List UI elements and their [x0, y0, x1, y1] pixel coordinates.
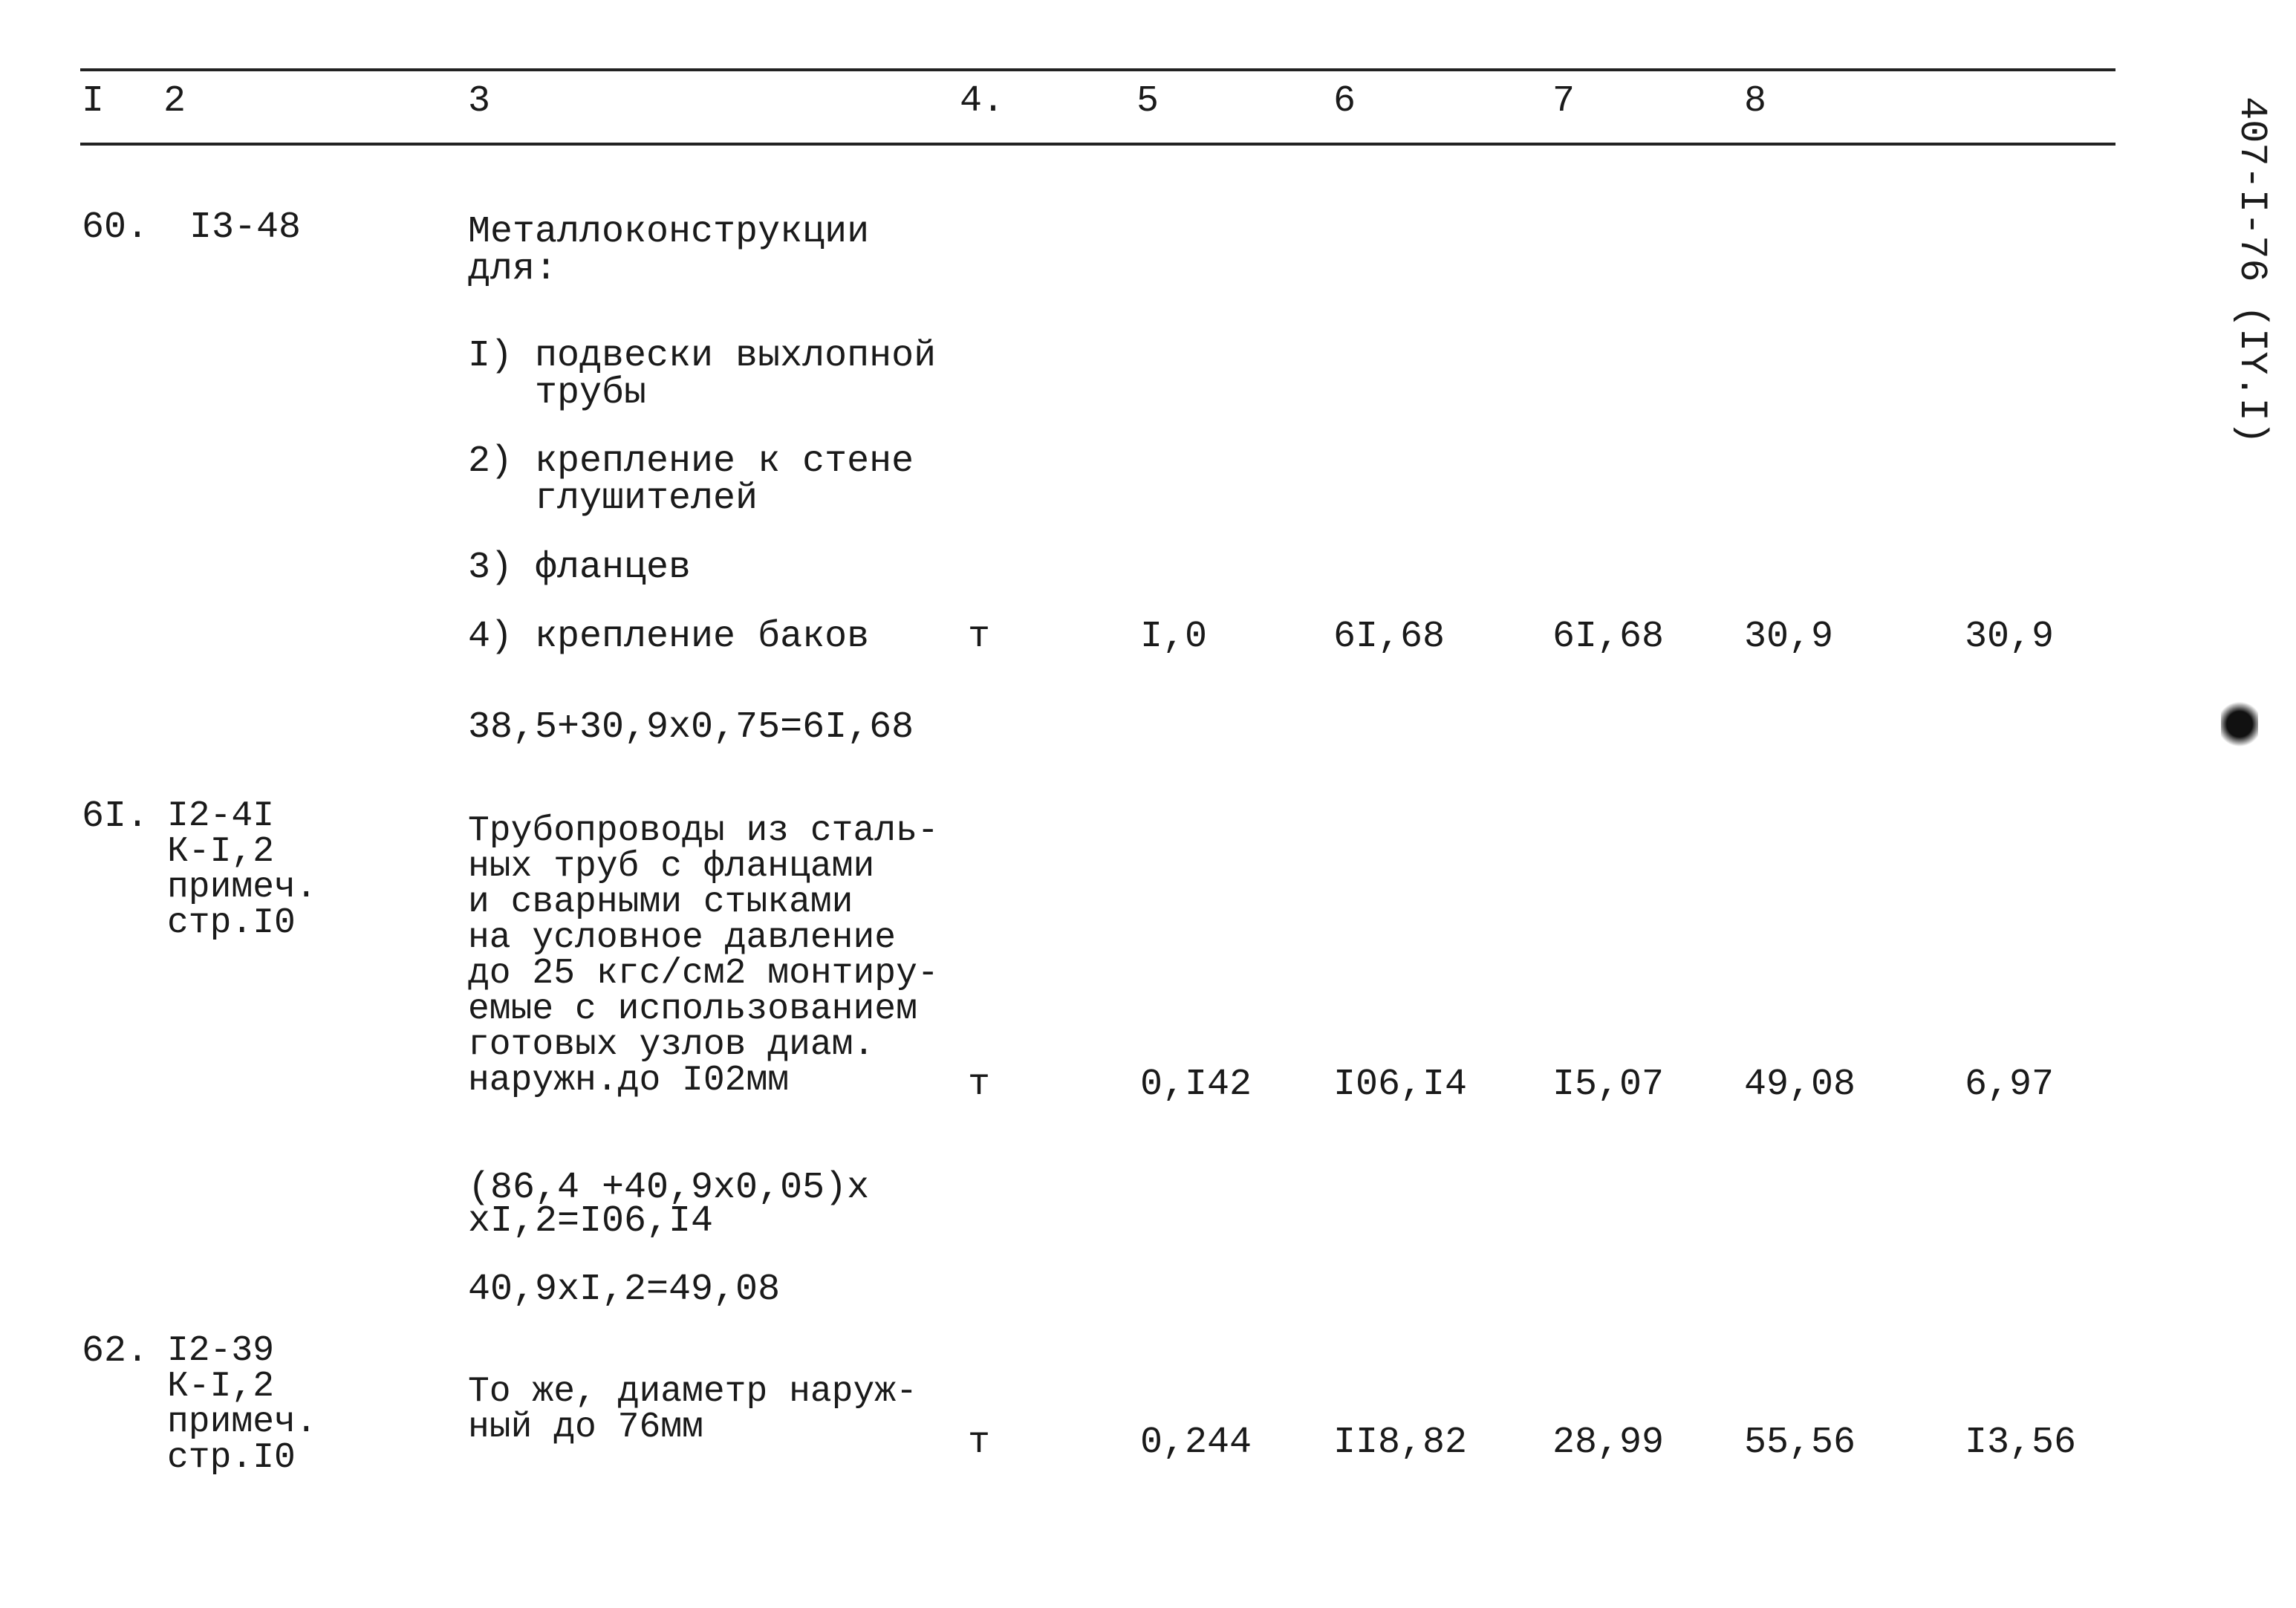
- row-description: до 25 кгс/см2 монтиру-: [468, 954, 939, 994]
- row-col7: 6I,68: [1552, 616, 1665, 658]
- table-header-rule: [80, 143, 2115, 146]
- row-code: стр.I0: [167, 1438, 296, 1478]
- row-code: I2-39: [167, 1331, 275, 1371]
- row-col5: 0,I42: [1140, 1064, 1252, 1106]
- sub-item: 2) крепление к стене: [468, 440, 914, 483]
- row-calculation: 40,9xI,2=49,08: [468, 1269, 781, 1311]
- row-number: 6I.: [82, 795, 149, 838]
- row-number: 60.: [82, 206, 149, 249]
- row-unit: т: [968, 1422, 991, 1464]
- row-col8: 49,08: [1744, 1064, 1856, 1106]
- row-col9: 30,9: [1965, 616, 2055, 658]
- row-col8: 30,9: [1744, 616, 1834, 658]
- row-description: и сварными стыками: [468, 882, 853, 922]
- row-unit: т: [968, 616, 991, 658]
- row-code: I3-48: [189, 206, 302, 249]
- row-description: Трубопроводы из сталь-: [468, 811, 939, 851]
- row-code: примеч.: [167, 1402, 317, 1442]
- row-unit: т: [968, 1064, 991, 1106]
- col-header-5: 5: [1136, 80, 1160, 123]
- row-col6: 6I,68: [1333, 616, 1445, 658]
- row-col7: 28,99: [1552, 1422, 1665, 1464]
- col-header-2: 2: [163, 80, 186, 123]
- row-calculation: (86,4 +40,9x0,05)x: [468, 1167, 870, 1209]
- row-col9: I3,56: [1965, 1422, 2077, 1464]
- row-col5: I,0: [1140, 616, 1208, 658]
- sub-item: I) подвески выхлопной: [468, 335, 937, 377]
- row-description: ных труб с фланцами: [468, 847, 875, 887]
- row-description: для:: [468, 248, 558, 290]
- sub-item: 3) фланцев: [468, 547, 692, 589]
- row-description: То же, диаметр наруж-: [468, 1372, 917, 1412]
- row-description: наружн.до I02мм: [468, 1061, 790, 1101]
- sub-item: 4) крепление баков: [468, 616, 870, 658]
- row-code: К-I,2: [167, 1367, 275, 1407]
- col-header-7: 7: [1552, 80, 1575, 123]
- table-top-rule: [80, 68, 2115, 71]
- row-code: I2-4I: [167, 796, 275, 836]
- row-number: 62.: [82, 1330, 149, 1373]
- col-header-3: 3: [468, 80, 491, 123]
- row-description: готовых узлов диам.: [468, 1025, 875, 1065]
- row-col6: II8,82: [1333, 1422, 1468, 1464]
- col-header-8: 8: [1744, 80, 1767, 123]
- row-calculation: 38,5+30,9x0,75=6I,68: [468, 706, 914, 749]
- document-code: 407-I-76 (IY.I): [2230, 97, 2274, 445]
- row-col7: I5,07: [1552, 1064, 1665, 1106]
- row-col6: I06,I4: [1333, 1064, 1468, 1106]
- row-calculation: xI,2=I06,I4: [468, 1200, 714, 1243]
- sub-item: трубы: [468, 372, 647, 414]
- row-code: стр.I0: [167, 903, 296, 943]
- row-col5: 0,244: [1140, 1422, 1252, 1464]
- row-col8: 55,56: [1744, 1422, 1856, 1464]
- ink-blot: [2221, 698, 2258, 750]
- row-code: примеч.: [167, 868, 317, 908]
- col-header-4: 4.: [960, 80, 1005, 123]
- row-col9: 6,97: [1965, 1064, 2055, 1106]
- col-header-6: 6: [1333, 80, 1356, 123]
- row-code: К-I,2: [167, 832, 275, 872]
- row-description: ный до 76мм: [468, 1407, 703, 1448]
- sub-item: глушителей: [468, 478, 758, 520]
- row-description: емые с использованием: [468, 989, 917, 1029]
- row-description: Металлоконструкции: [468, 211, 870, 253]
- col-header-1: I: [82, 80, 105, 123]
- row-description: на условное давление: [468, 918, 897, 958]
